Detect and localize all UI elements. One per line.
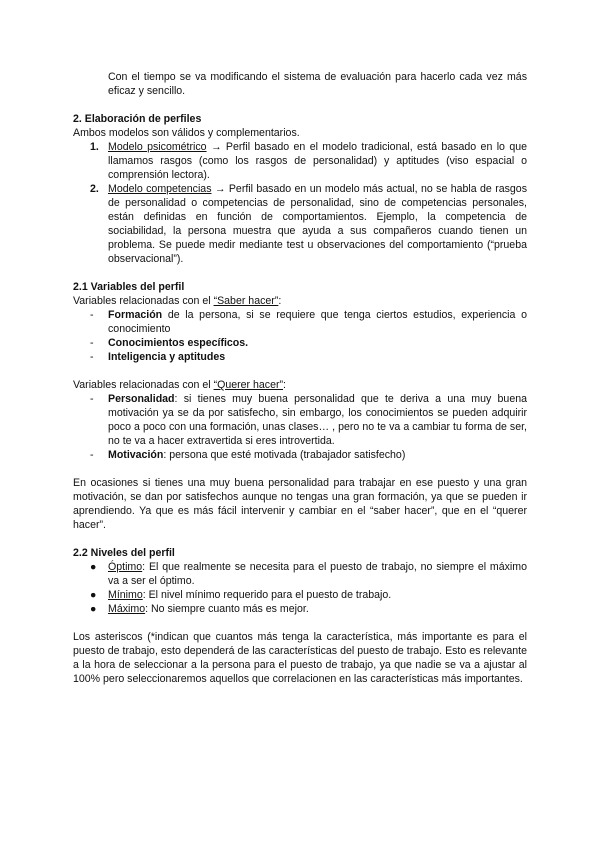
section-2-2-closing: Los asteriscos (*indican que cuantos más tenga la característica, más importante es para el puesto de trabajo, esto dependerá de las características del puesto de trabajo. Esto es relevante a la hora de seleccionar a la persona para el puesto de trabajo, ya que nadie se va a ajustar al 100% pero seleccionaremos aquellos que correlacionen en las características más importantes. (73, 631, 527, 685)
item-text: : El nivel mínimo requerido para el puesto de trabajo. (142, 589, 392, 601)
list-item (73, 448, 527, 462)
item-text: : No siempre cuanto más es mejor. (145, 603, 309, 615)
section-2-heading: 2. Elaboración de perfiles (73, 113, 202, 125)
section-2-1-heading: 2.1 Variables del perfil (73, 281, 185, 293)
item-bold: Personalidad (108, 393, 175, 405)
item-text: : El que realmente se necesita para el puesto de trabajo, no siempre el máximo va a ser el óptimo. (108, 561, 527, 587)
bullet-item (73, 560, 527, 588)
querer-hacer-lead: Variables relacionadas con el “Querer hacer”: (73, 379, 286, 391)
bullet-marker: ● (90, 589, 97, 601)
item-number: 1. (90, 141, 99, 153)
saber-hacer-lead: Variables relacionadas con el “Saber hacer”: (73, 295, 282, 307)
item-term: Mínimo (108, 589, 143, 601)
item-bold: Inteligencia y aptitudes (108, 351, 226, 363)
dash-marker: - (90, 351, 94, 363)
item-text: de la persona, si se requiere que tenga ciertos estudios, experiencia o conocimiento (108, 309, 527, 335)
numbered-item (73, 182, 527, 266)
item-bold: Motivación (108, 449, 164, 461)
dash-marker: - (90, 393, 94, 405)
bullet-marker: ● (90, 603, 97, 615)
item-text: → Perfil basado en un modelo más actual, no se habla de rasgos de personalidad o competencias de personalidad, sino de competencias personales, están definidas en función de comportamientos. Ejemplo, la competencia de sociabilidad, la persona muestra que ayuda a sus compañeros cuando tienen un problema. Se puede medir mediante test u observaciones del comportamiento (“prueba observacional”). (108, 183, 527, 265)
item-bold: Formación (108, 309, 163, 321)
bullet-marker: ● (90, 561, 97, 573)
dash-marker: - (90, 337, 94, 349)
item-text: : si tienes muy buena personalidad que te deriva a una muy buena motivación ya se da por satisfecho, sin embargo, los conocimientos se pueden adquirir poco a poco con una formación, unas clases… , pero no te va a cambiar tu forma de ser, no te va a hacer extravertida si eres introvertida. (108, 393, 527, 447)
bullet-item (73, 588, 527, 602)
item-number: 2. (90, 183, 99, 195)
item-term: Modelo competencias (108, 183, 212, 195)
item-term: Óptimo (108, 561, 143, 573)
list-item (73, 392, 527, 448)
document-body (73, 70, 527, 686)
item-text: : persona que esté motivada (trabajador satisfecho) (163, 449, 406, 461)
list-item (73, 350, 527, 364)
item-term: Máximo (108, 603, 146, 615)
section-2-1-closing: En ocasiones si tienes una muy buena personalidad para trabajar en ese puesto y una gran motivación, se dan por satisfechos aunque no tengas una gran formación, ya que se pueden ir aprendiendo. Ya que es más fácil intervenir y cambiar en el “saber hacer”, que en el “querer hacer”. (73, 477, 527, 531)
bullet-item (73, 602, 527, 616)
list-item (73, 336, 527, 350)
item-text: → Perfil basado en el modelo tradicional, está basado en lo que llamamos rasgos (como los rasgos de personalidad) y aptitudes (viso espacial o comprensión lectora). (108, 141, 527, 181)
numbered-item (73, 140, 527, 182)
intro-paragraph: Con el tiempo se va modificando el sistema de evaluación para hacerlo cada vez más eficaz y sencillo. (108, 71, 527, 97)
dash-marker: - (90, 449, 94, 461)
dash-marker: - (90, 309, 94, 321)
section-2-lead: Ambos modelos son válidos y complementarios. (73, 127, 300, 139)
section-2-2-heading: 2.2 Niveles del perfil (73, 547, 175, 559)
item-bold: Conocimientos específicos. (108, 337, 249, 349)
item-term: Modelo psicométrico (108, 141, 207, 153)
list-item (73, 308, 527, 336)
